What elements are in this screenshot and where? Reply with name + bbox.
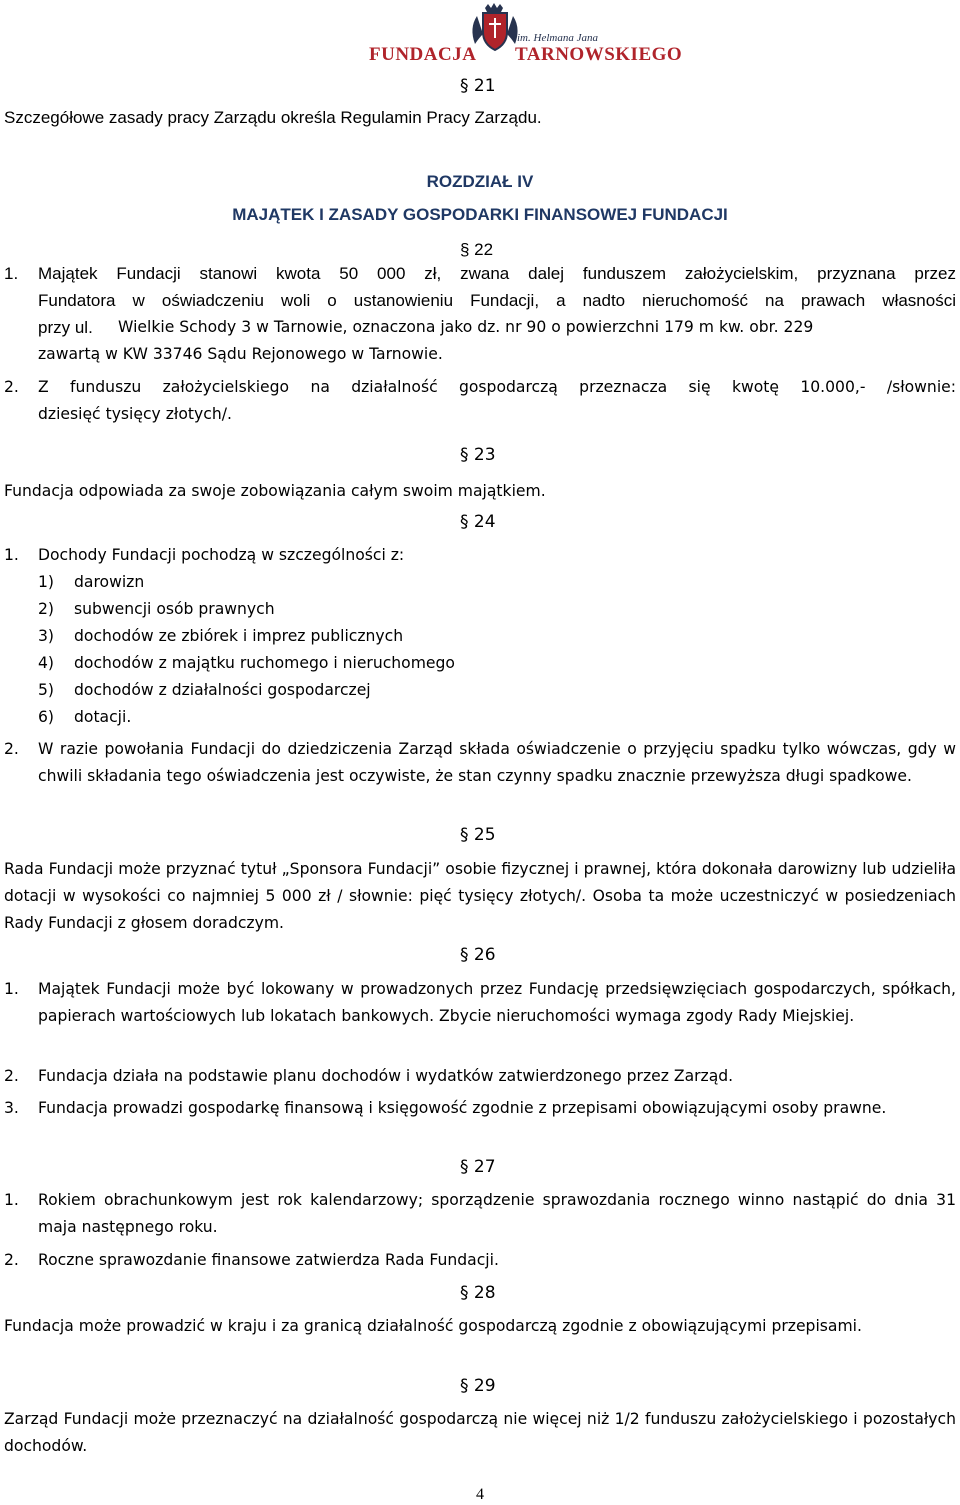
section-29-heading: § 29 bbox=[460, 1376, 496, 1396]
section-22-line-4: zawartą w KW 33746 Sądu Rejonowego w Tarnowie. bbox=[38, 345, 443, 363]
section-25-heading: § 25 bbox=[460, 825, 496, 845]
section-29-text: Zarząd Fundacji może przeznaczyć na działalność gospodarczą nie więcej niż 1/2 funduszu założycielskiego i pozostałych dochodów. bbox=[4, 1410, 956, 1455]
section-24-num-1: 1. bbox=[4, 546, 19, 564]
section-22-line-1: Majątek Fundacji stanowi kwota 50 000 zł, zwana dalej funduszem założycielskim, przyznana przez bbox=[38, 264, 956, 283]
foundation-logo bbox=[365, 2, 683, 66]
section-22-line-3b: Wielkie Schody 3 w Tarnowie, oznaczona jako dz. nr 90 o powierzchni 179 m kw. obr. 229 bbox=[118, 318, 814, 336]
chapter-subtitle: MAJĄTEK I ZASADY GOSPODARKI FINANSOWEJ FUNDACJI bbox=[232, 205, 728, 224]
list-item: 5) dochodów z działalności gospodarczej bbox=[38, 681, 371, 699]
section-28-heading: § 28 bbox=[460, 1283, 496, 1303]
section-21-heading: § 21 bbox=[460, 76, 496, 96]
section-26-num-3: 3. bbox=[4, 1099, 19, 1117]
section-23-heading: § 23 bbox=[460, 445, 496, 465]
section-26-item-1: Majątek Fundacji może być lokowany w prowadzonych przez Fundację przedsięwzięciach gospodarczych, spółkach, papierach wartościowych lub lokatach bankowych. Zbycie nieruchomości wymaga zgody Rady Miejskiej. bbox=[38, 980, 956, 1025]
section-27-num-2: 2. bbox=[4, 1251, 19, 1269]
section-22-line-3a: przy ul. bbox=[38, 318, 93, 337]
section-26-item-3: Fundacja prowadzi gospodarkę finansową i księgowość zgodnie z przepisami obowiązującymi osoby prawne. bbox=[38, 1099, 887, 1117]
section-27-item-2: Roczne sprawozdanie finansowe zatwierdza Rada Fundacji. bbox=[38, 1251, 499, 1269]
section-26-num-2: 2. bbox=[4, 1067, 19, 1085]
section-27-heading: § 27 bbox=[460, 1157, 496, 1177]
logo-text-left: FUNDACJA bbox=[369, 44, 477, 65]
section-22-line-2: Fundatora w oświadczeniu woli o ustanowieniu Fundacji, a nadto nieruchomość na prawach własności bbox=[38, 291, 956, 310]
section-24-heading: § 24 bbox=[460, 512, 496, 532]
list-item: 4) dochodów z majątku ruchomego i nieruchomego bbox=[38, 654, 455, 672]
section-21-text: Szczegółowe zasady pracy Zarządu określa Regulamin Pracy Zarządu. bbox=[4, 108, 542, 127]
section-26-num-1: 1. bbox=[4, 980, 19, 998]
section-25-text: Rada Fundacji może przyznać tytuł „Sponsora Fundacji” osobie fizycznej i prawnej, która dokonała darowizny lub udzieliła dotacji w wysokości co najmniej 5 000 zł / słownie: pięć tysięcy złotych/. Osoba ta może uczestniczyć w posiedzeniach Rady Fundacji z głosem doradczym. bbox=[4, 860, 956, 932]
section-22-line-6: dziesięć tysięcy złotych/. bbox=[38, 405, 232, 423]
list-item: 3) dochodów ze zbiórek i imprez publicznych bbox=[38, 627, 404, 645]
section-28-text: Fundacja może prowadzić w kraju i za granicą działalność gospodarczą zgodnie z obowiązującymi przepisami. bbox=[4, 1317, 862, 1335]
logo-text-right: TARNOWSKIEGO bbox=[515, 44, 683, 65]
section-26-heading: § 26 bbox=[460, 945, 496, 965]
section-22-num-2: 2. bbox=[4, 378, 19, 396]
page-number: 4 bbox=[476, 1486, 484, 1503]
section-24-list bbox=[38, 569, 638, 731]
logo-text-small: im. Helmana Jana bbox=[517, 32, 598, 44]
section-22-num-1: 1. bbox=[4, 264, 19, 283]
chapter-title: ROZDZIAŁ IV bbox=[426, 172, 534, 191]
list-item: 2) subwencji osób prawnych bbox=[38, 600, 275, 618]
section-24-paragraph-2: W razie powołania Fundacji do dziedziczenia Zarząd składa oświadczenie o przyjęciu spadku tylko wówczas, gdy w chwili składania tego oświadczenia jest oczywiste, że stan czynny spadku znacznie przewyższa długi spadkowe. bbox=[38, 740, 956, 785]
section-26-item-2: Fundacja działa na podstawie planu dochodów i wydatków zatwierdzonego przez Zarząd. bbox=[38, 1067, 734, 1085]
section-24-num-2: 2. bbox=[4, 740, 19, 758]
section-27-item-1: Rokiem obrachunkowym jest rok kalendarzowy; sporządzenie sprawozdania rocznego winno nastąpić do dnia 31 maja następnego roku. bbox=[38, 1191, 956, 1236]
list-item: 6) dotacji. bbox=[38, 708, 132, 726]
list-item: 1) darowizn bbox=[38, 573, 145, 591]
section-27-num-1: 1. bbox=[4, 1191, 19, 1209]
section-22-line-5: Z funduszu założycielskiego na działalność gospodarczą przeznacza się kwotę 10.000,- /słownie: bbox=[38, 378, 956, 396]
section-23-text: Fundacja odpowiada za swoje zobowiązania całym swoim majątkiem. bbox=[4, 482, 546, 500]
section-24-intro: Dochody Fundacji pochodzą w szczególności z: bbox=[38, 546, 405, 564]
section-22-heading: § 22 bbox=[460, 240, 494, 259]
